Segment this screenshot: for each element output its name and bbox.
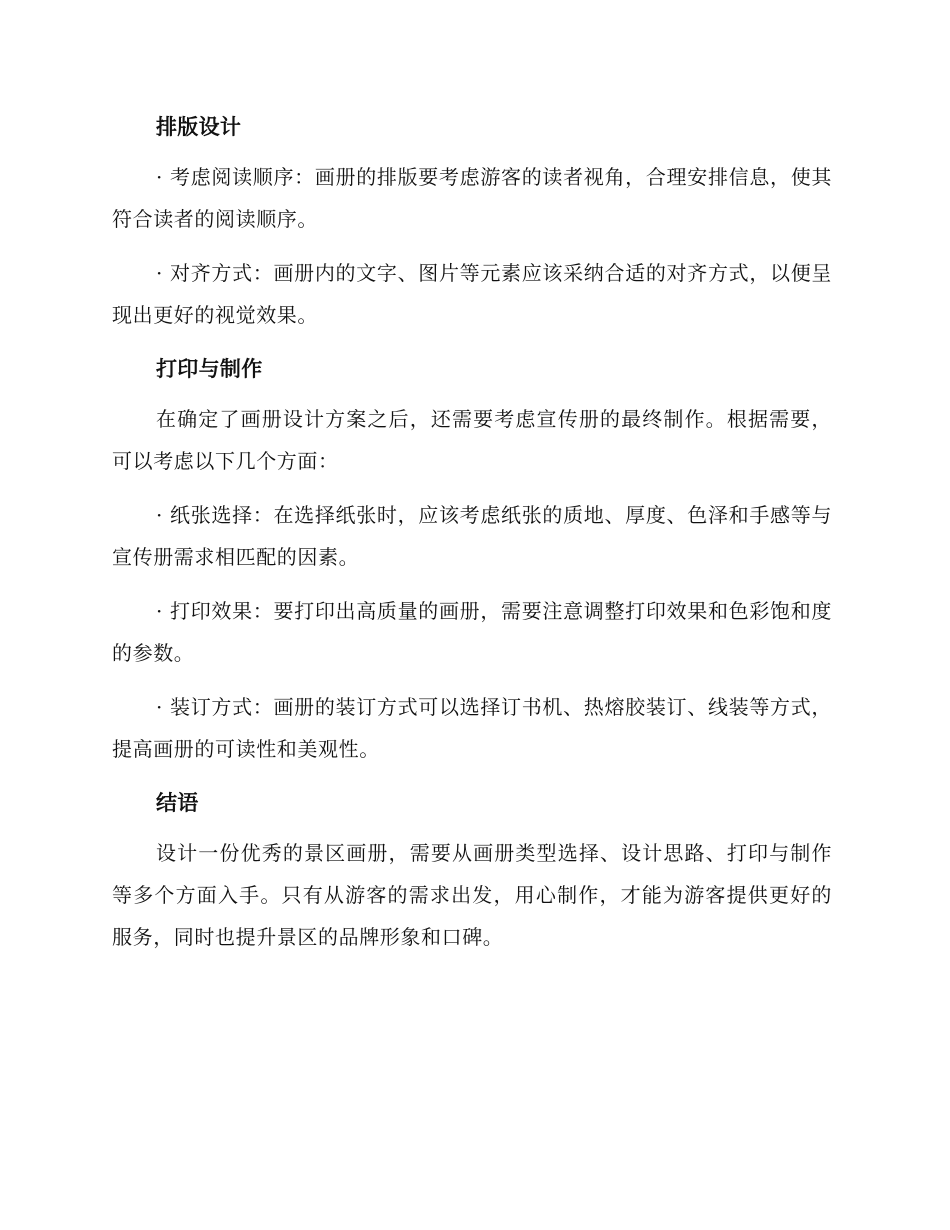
conclusion-paragraph: 设计一份优秀的景区画册，需要从画册类型选择、设计思路、打印与制作等多个方面入手。只有从游客的需求出发，用心制作，才能为游客提供更好的服务，同时也提升景区的品牌形象和口碑。 <box>112 841 832 949</box>
bullet-paragraph: · 对齐方式：画册内的文字、图片等元素应该采纳合适的对齐方式，以便呈现出更好的视觉效果。 <box>112 261 832 327</box>
section-printing <box>112 348 832 770</box>
intro-paragraph: 在确定了画册设计方案之后，还需要考虑宣传册的最终制作。根据需要，可以考虑以下几个方面： <box>112 407 832 473</box>
section-conclusion <box>112 782 832 958</box>
section-layout-design <box>112 106 832 336</box>
bullet-paragraph: · 打印效果：要打印出高质量的画册，需要注意调整打印效果和色彩饱和度的参数。 <box>112 599 832 665</box>
bullet-paragraph: · 考虑阅读顺序：画册的排版要考虑游客的读者视角，合理安排信息，使其符合读者的阅读顺序。 <box>112 165 832 231</box>
section-heading: 打印与制作 <box>156 357 263 381</box>
section-heading: 排版设计 <box>156 115 242 139</box>
section-heading: 结语 <box>156 791 199 815</box>
bullet-paragraph: · 纸张选择：在选择纸张时，应该考虑纸张的质地、厚度、色泽和手感等与宣传册需求相匹配的因素。 <box>112 503 832 569</box>
document-page <box>112 106 832 970</box>
bullet-paragraph: · 装订方式：画册的装订方式可以选择订书机、热熔胶装订、线装等方式，提高画册的可读性和美观性。 <box>112 695 832 761</box>
